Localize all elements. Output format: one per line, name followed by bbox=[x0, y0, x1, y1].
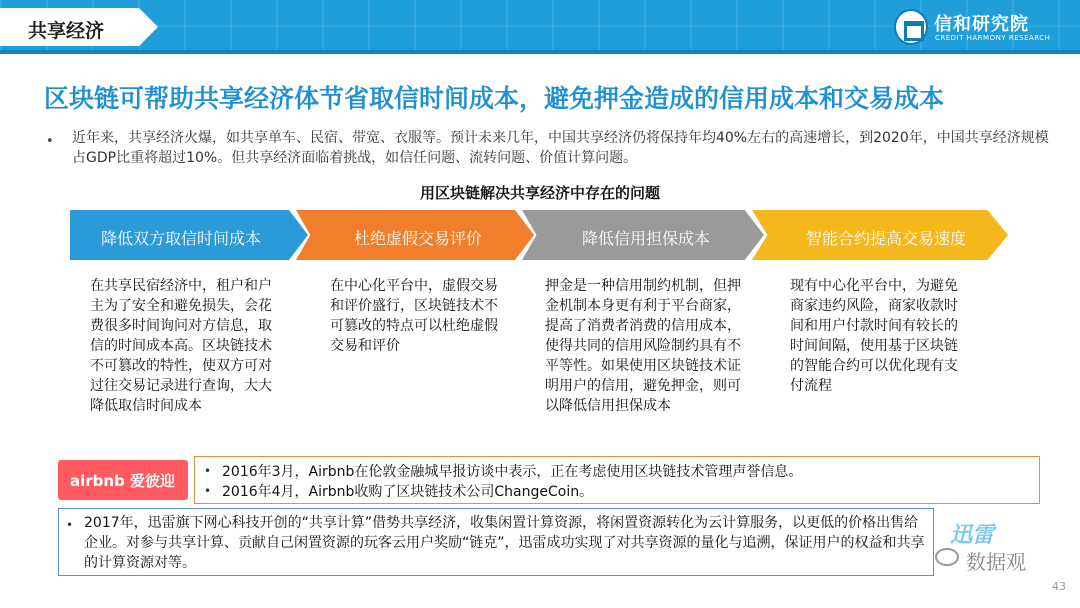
step-description-4: 现有中心化平台中，为避免商家违约风险，商家收款时间和用户付款时间有较长的时间间隔，使用基于区块链的智能合约可以优化现有支付流程 bbox=[790, 278, 958, 394]
step-description-3: 押金是一种信用制约机制，但押金机制本身更有利于平台商家，提高了消费者消费的信用成本，使得共同的信用风险制约具有不平等性。如果使用区块链技术证明用户的信用，避免押金，则可以降低信用担保成本 bbox=[545, 278, 741, 414]
institute-name: 信和研究院 bbox=[934, 14, 1029, 35]
step-label-1: 降低双方取信时间成本 bbox=[100, 229, 261, 248]
intro-paragraph: 近年来，共享经济火爆，如共享单车、民宿、带宽、衣服等。预计未来几年，中国共享经济仍将保持年均40%左右的高速增长，到2020年，中国共享经济规模占GDP比重将超过10%。但共享经济面临着挑战，如信任问题、流转问题、价值计算问题。 bbox=[72, 130, 1049, 166]
institute-logo-icon bbox=[894, 9, 928, 45]
slide-headline: 区块链可帮助共享经济体节省取信时间成本，避免押金造成的信用成本和交易成本 bbox=[44, 84, 945, 113]
xunlei-paragraph: 2017年，迅雷旗下网心科技开创的“共享计算”借势共享经济，收集闲置计算资源，将闲置资源转化为云计算服务，以更低的价格出售给企业。对参与共享计算、贡献自己闲置资源的玩客云用户奖励“链克”，迅雷成功实现了对共享资源的量化与追溯，保证用户的权益和共享的计算资源对等。 bbox=[84, 515, 925, 571]
step-description-1: 在共享民宿经济中，租户和户主为了安全和避免损失，会花费很多时间询问对方信息，取信的时间成本高。区块链技术不可篡改的特性，使双方可对过往交易记录进行查询，大大降低取信时间成本 bbox=[90, 278, 272, 414]
step-label-2: 杜绝虚假交易评价 bbox=[353, 229, 482, 248]
step-description-2: 在中心化平台中，虚假交易和评价盛行，区块链技术不可篡改的特点可以杜绝虚假交易和评价 bbox=[330, 278, 498, 354]
header-underline bbox=[0, 50, 1080, 54]
step-label-4: 智能合约提高交易速度 bbox=[805, 229, 966, 248]
xunlei-logo: 迅雷 bbox=[950, 523, 995, 548]
bullet-icon: • bbox=[46, 134, 54, 149]
watermark-text: 数据观 bbox=[966, 550, 1026, 574]
bullet-icon: • bbox=[204, 484, 212, 498]
wechat-icon bbox=[935, 548, 959, 566]
airbnb-news-item: 2016年4月，Airbnb收购了区块链技术公司ChangeCoin。 bbox=[222, 484, 594, 500]
section-title: 共享经济 bbox=[28, 20, 105, 42]
bullet-icon: • bbox=[66, 518, 74, 532]
airbnb-news-item: 2016年3月，Airbnb在伦敦金融城早报访谈中表示，正在考虑使用区块链技术管理声誉信息。 bbox=[222, 464, 803, 480]
flow-title: 用区块链解决共享经济中存在的问题 bbox=[419, 184, 660, 202]
institute-name-en: CREDIT HARMONY RESEARCH bbox=[935, 34, 1051, 42]
airbnb-logo-text: airbnb 爱彼迎 bbox=[70, 472, 176, 490]
page-number: 43 bbox=[1052, 580, 1066, 593]
step-label-3: 降低信用担保成本 bbox=[581, 229, 710, 248]
bullet-icon: • bbox=[204, 464, 212, 478]
